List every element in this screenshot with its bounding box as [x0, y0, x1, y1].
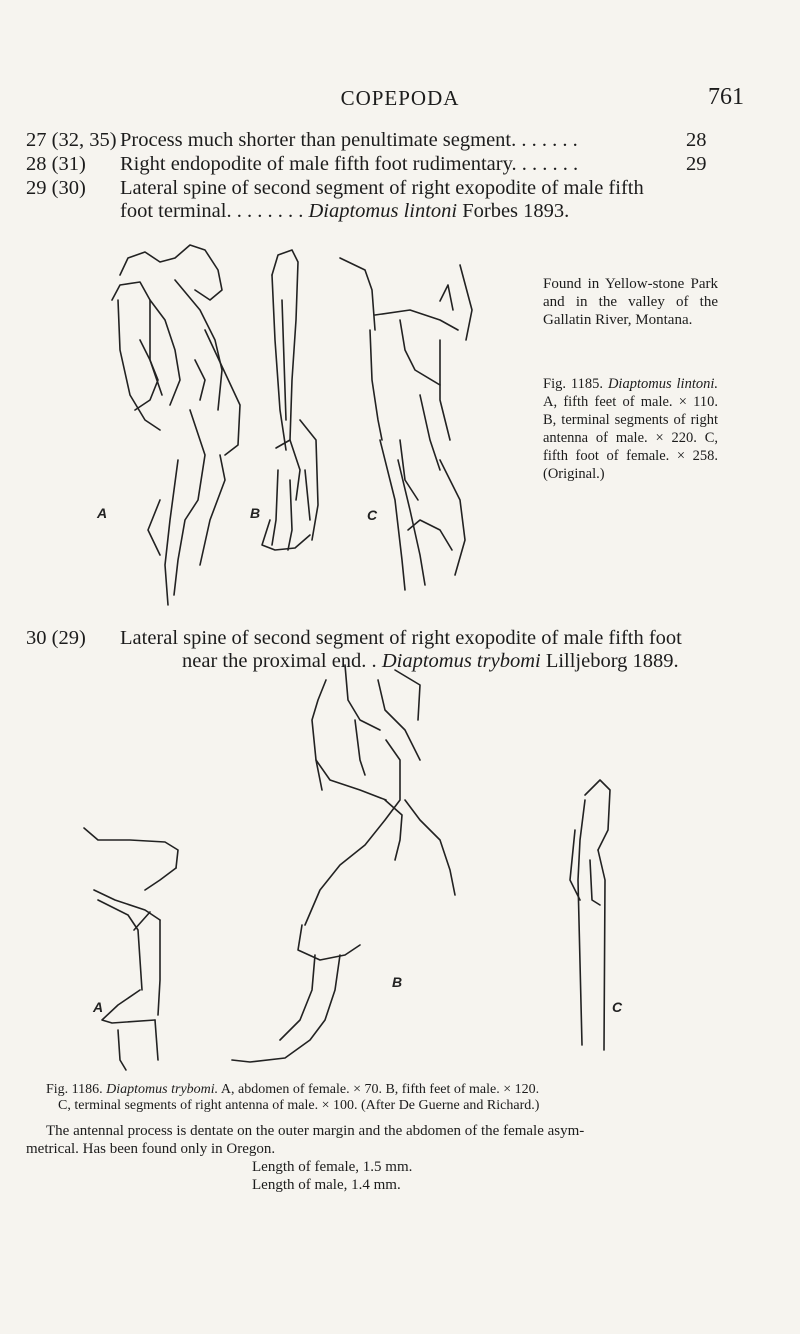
figure-number: Fig. 1185.	[543, 376, 603, 392]
key-number: 29 (30)	[26, 177, 86, 199]
caption-body: A, fifth feet of male. × 110. B, terminal segments of right antenna of male. × 220. C, fifth foot of female. × 258. (Original.)	[543, 394, 718, 482]
fig1185-b-drawing	[262, 250, 318, 550]
key-number: 27 (32, 35)	[26, 129, 117, 151]
caption-body: A, abdomen of female. × 70. B, fifth feet of male. × 120.	[220, 1082, 540, 1097]
fig1185-label-b: B	[250, 505, 261, 521]
description-line-2: metrical. Has been found only in Oregon.	[26, 1141, 276, 1157]
key-number: 28 (31)	[26, 153, 86, 175]
fig1186-c-drawing	[570, 780, 610, 1050]
fig1185-locality-note: Found in Yellow-stone Park and in the valley of the Gallatin River, Montana.	[543, 276, 718, 328]
key-text: Process much shorter than penultimate segment. . . . . . .	[120, 129, 578, 151]
key-text: foot terminal. . . . . . . .	[120, 200, 304, 222]
species-authority: Lilljeborg 1889.	[545, 650, 679, 672]
fig1186-b-drawing	[232, 665, 455, 1062]
fig1185-label-a: A	[97, 505, 108, 521]
fig1186-label-c: C	[612, 999, 623, 1015]
key-text: Right endopodite of male fifth foot rudimentary. . . . . . .	[120, 153, 579, 175]
key-entry-30	[26, 626, 716, 650]
caption-line-1	[46, 1082, 766, 1098]
length-male: Length of male, 1.4 mm.	[252, 1177, 401, 1193]
page-number: 761	[708, 84, 744, 110]
key-number: 30 (29)	[26, 627, 86, 649]
length-female: Length of female, 1.5 mm.	[252, 1159, 413, 1175]
species-name: Diaptomus trybomi	[381, 650, 541, 672]
fig1186-label-b: B	[392, 974, 403, 990]
species-name: Diaptomus lintoni	[308, 200, 458, 222]
key-target: 29	[686, 153, 707, 175]
description-line-1: The antennal process is dentate on the outer margin and the abdomen of the female asym-	[46, 1123, 585, 1139]
key-text: Lateral spine of second segment of right exopodite of male fifth	[120, 177, 644, 199]
figure-number: Fig. 1186.	[46, 1082, 103, 1097]
fig1185-a-drawing	[112, 245, 240, 605]
key-entry-30-continuation	[182, 650, 679, 673]
caption-line-2: C, terminal segments of right antenna of male. × 100. (After De Guerne and Richard.)	[58, 1098, 540, 1113]
fig1186-label-a: A	[93, 999, 104, 1015]
species-authority: Forbes 1893.	[462, 200, 570, 222]
key-text: near the proximal end. .	[182, 650, 377, 672]
key-target: 28	[686, 129, 707, 151]
fig1185-label-c: C	[367, 507, 378, 523]
key-text: Lateral spine of second segment of right exopodite of male fifth foot	[120, 627, 682, 649]
species-name: Diaptomus trybomi.	[106, 1082, 219, 1097]
running-header-title: COPEPODA	[340, 86, 460, 110]
fig1185-c-drawing	[340, 258, 472, 590]
fig1186-caption	[46, 1082, 766, 1114]
fig1185-caption	[543, 375, 718, 483]
fig1186-a-drawing	[84, 828, 178, 1070]
species-name: Diaptomus lintoni.	[607, 376, 719, 392]
